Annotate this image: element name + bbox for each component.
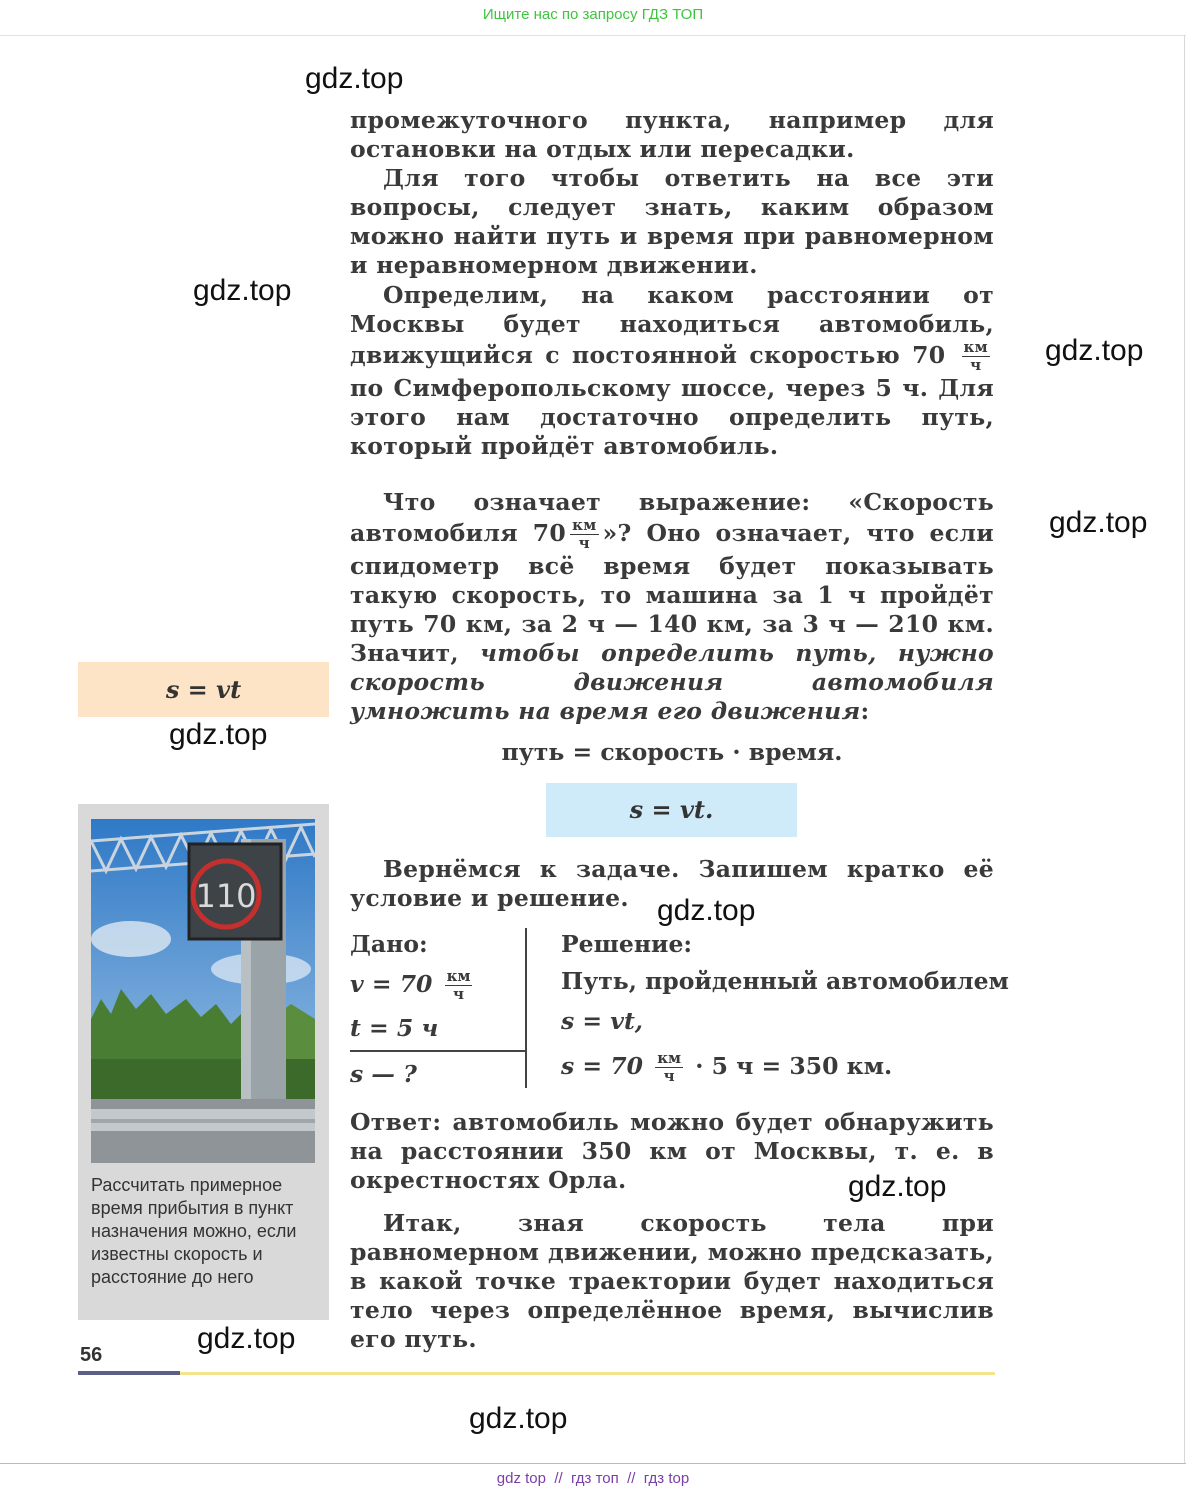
paragraph-3-text-a: Определим, на каком расстоянии от Москвы будет находиться автомобиль, движущийся с постоянной скоростью 70 xyxy=(350,281,994,369)
paragraph-1: промежуточного пункта, например для остановки на отдых или пересадки. xyxy=(350,106,994,163)
unit-fraction: $\frac{км}{ч}$ xyxy=(446,967,471,1003)
paragraph-4-text-a: Что означает выражение: «Скорость автомобиля 70 xyxy=(350,488,994,547)
footer-links[interactable]: gdz top // гдз топ // гдз top xyxy=(496,1470,690,1487)
watermark: gdz.top xyxy=(169,718,268,751)
page-bar-light xyxy=(180,1372,995,1375)
solution-line-2: s = vt, xyxy=(561,1007,643,1035)
unit-fraction: $\frac{км}{ч}$ xyxy=(657,1049,682,1085)
watermark: gdz.top xyxy=(305,62,404,95)
solution-title: Решение: xyxy=(561,930,693,958)
solution-line-3-b: · 5 ч = 350 км. xyxy=(695,1052,893,1080)
photo-sidebar xyxy=(78,804,329,1320)
frame-top-border xyxy=(0,35,1186,36)
watermark: gdz.top xyxy=(469,1402,568,1435)
highway-sign-photo xyxy=(91,819,315,1163)
given-divider-horizontal xyxy=(350,1050,526,1052)
watermark: gdz.top xyxy=(1049,506,1148,539)
paragraph-2-text: Для того чтобы ответить на все эти вопросы, следует знать, каким образом можно найти путь и время при равномерном и неравномерном движении. xyxy=(350,164,994,279)
watermark: gdz.top xyxy=(193,274,292,307)
unit-fraction: $\frac{км}{ч}$ xyxy=(572,516,597,552)
page-bar-dark xyxy=(78,1371,180,1375)
given-title: Дано: xyxy=(350,930,428,958)
return-paragraph-text: Вернёмся к задаче. Запишем кратко её условие и решение. xyxy=(350,855,994,912)
side-formula-box: s = vt xyxy=(78,662,329,717)
given-velocity-text: v = 70 xyxy=(350,970,433,998)
answer-paragraph xyxy=(350,1108,994,1195)
answer-text: автомобиль можно будет обнаружить на расстоянии 350 км от Москвы, т. е. в окрестностях Орла. xyxy=(350,1108,994,1194)
paragraph-2 xyxy=(350,164,994,280)
paragraph-4-rule: чтобы определить путь, нужно скорость движения автомобиля умножить на время его движения xyxy=(350,639,995,725)
watermark: gdz.top xyxy=(657,894,756,927)
given-divider-vertical xyxy=(525,928,527,1088)
given-time: t = 5 ч xyxy=(350,1014,439,1042)
given-find: s — ? xyxy=(350,1060,417,1088)
photo-caption: Рассчитать примерное время прибытия в пункт назначения можно, если известны скорость и расстояние до него xyxy=(91,1175,297,1287)
solution-line-1: Путь, пройденный автомобилем xyxy=(561,967,1009,995)
answer-label: Ответ: xyxy=(350,1108,442,1136)
solution-line-3 xyxy=(561,1050,892,1085)
unit-fraction: $\frac{км}{ч}$ xyxy=(963,338,989,374)
conclusion-paragraph xyxy=(350,1209,994,1354)
speed-limit-value: 110 xyxy=(195,877,257,915)
frame-right-border xyxy=(1184,35,1185,1463)
paragraph-4 xyxy=(350,488,994,726)
paragraph-4-text-b: »? Оно означает, что если спидометр всё время будет показывать такую скорость, то машина за 1 ч пройдёт путь 70 км, за 2 ч — 140 км, за 3 ч — 210 км. Значит, xyxy=(350,519,994,667)
page-number: 56 xyxy=(80,1344,103,1366)
main-formula-box: s = vt. xyxy=(546,783,797,837)
return-paragraph xyxy=(350,855,994,913)
watermark: gdz.top xyxy=(848,1170,947,1203)
word-formula: путь = скорость · время. xyxy=(501,738,843,766)
paragraph-4-end: : xyxy=(860,697,870,725)
watermark: gdz.top xyxy=(197,1322,296,1355)
given-velocity xyxy=(350,968,476,1003)
frame-bottom-border xyxy=(0,1463,1186,1464)
paragraph-3 xyxy=(350,281,994,461)
solution-line-3-a: s = 70 xyxy=(561,1052,643,1080)
search-banner: Ищите нас по запросу ГДЗ ТОП xyxy=(482,6,704,23)
paragraph-3-text-b: по Симферопольскому шоссе, через 5 ч. Для этого нам достаточно определить путь, который пройдёт автомобиль. xyxy=(350,374,994,460)
conclusion-text: Итак, зная скорость тела при равномерном движении, можно предсказать, в какой точке траектории будет находиться тело через определённое время, вычислив его путь. xyxy=(350,1209,994,1353)
watermark: gdz.top xyxy=(1045,334,1144,367)
